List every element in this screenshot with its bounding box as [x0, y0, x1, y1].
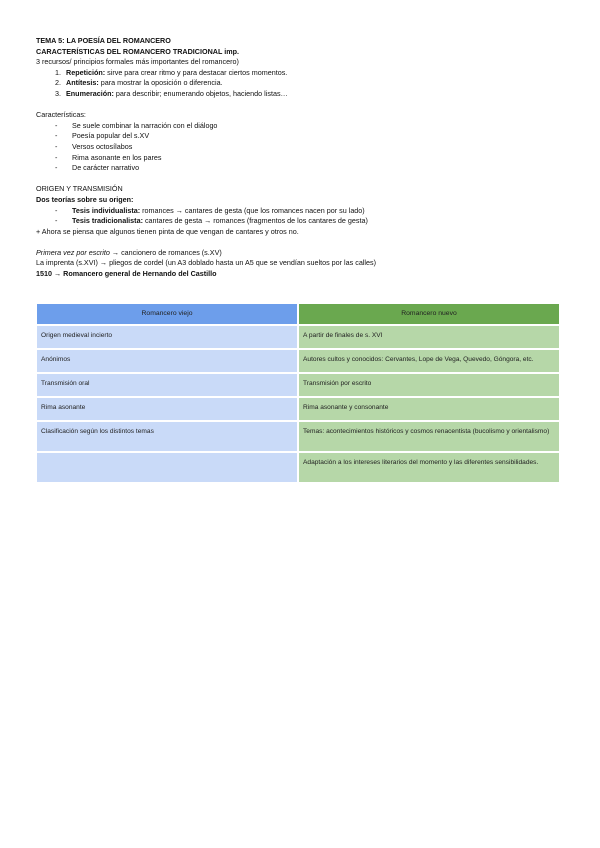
romancero-general-line: 1510 → Romancero general de Hernando del Castillo [36, 269, 217, 279]
notes-body [36, 36, 566, 280]
cell-text: Anónimos [41, 356, 71, 363]
cell-text: Origen medieval incierto [41, 332, 113, 339]
cell-text: Rima asonante y consonante [303, 404, 389, 411]
escrito-line [36, 248, 566, 259]
list-item: - Poesía popular del s.XV [55, 131, 150, 141]
recurso-term: Enumeración: [66, 88, 114, 98]
cell-text: Adaptación a los intereses literarios del momento y las diferentes sensibilidades. [303, 459, 539, 466]
recurso-text: para describir; enumerando objetos, haciendo listas… [113, 88, 288, 98]
cell-viejo [37, 326, 297, 348]
cell-text: Autores cultos y conocidos: Cervantes, Lope de Vega, Quevedo, Góngora, etc. [303, 356, 534, 363]
list-number: 1. [55, 67, 61, 77]
cell-text: Rima asonante [41, 404, 86, 411]
teoria-term: Tesis individualista: [72, 205, 141, 215]
teoria-text: cantares de gesta → romances (fragmentos de los cantares de gesta) [142, 216, 368, 226]
recursos-intro: 3 recursos/ principios formales más importantes del romancero) [36, 57, 239, 67]
cell-viejo [37, 422, 297, 451]
recurso-item [36, 68, 566, 79]
teoria-text: romances → cantares de gesta (que los romances nacen por su lado) [140, 205, 365, 215]
list-item: - Se suele combinar la narración con el diálogo [55, 120, 218, 130]
list-number: 2. [55, 78, 61, 88]
recursos-list [36, 68, 566, 100]
cell-viejo [37, 350, 297, 372]
list-number: 3. [55, 88, 61, 98]
list-item: - Versos octosílabos [55, 141, 133, 151]
recurso-term: Antítesis: [66, 78, 99, 88]
list-item-text: Se suele combinar la narración con el diálogo [72, 120, 218, 130]
origen-heading: ORIGEN Y TRANSMISIÓN [36, 184, 123, 194]
cell-text: Transmisión por escrito [303, 380, 372, 387]
recurso-text: sirve para crear ritmo y para destacar ciertos momentos. [105, 67, 288, 77]
table-row [37, 350, 559, 372]
table-row [37, 326, 559, 348]
caracteristicas-list [36, 121, 566, 174]
list-item: - Tesis tradicionalista: cantares de gesta → romances (fragmentos de los cantares de gesta) [55, 216, 368, 226]
list-item-text: De carácter narrativo [72, 163, 140, 173]
cell-text: Transmisión oral [41, 380, 90, 387]
imprenta-line: La imprenta (s.XVI) → pliegos de cordel (un A3 doblado hasta un A5 que se vendían sueltos por las calles) [36, 258, 377, 268]
cell-nuevo [299, 326, 559, 348]
table-header-row [37, 304, 559, 324]
teoria-term: Tesis tradicionalista: [72, 216, 143, 226]
teorias-heading: Dos teorías sobre su origen: [36, 194, 134, 204]
comparison-table [35, 302, 561, 484]
cell-nuevo [299, 350, 559, 372]
cell-text: A partir de finales de s. XVI [303, 332, 383, 339]
list-item: - De carácter narrativo [55, 163, 140, 173]
recurso-item [36, 89, 566, 100]
cell-text: Clasificación según los distintos temas [41, 428, 154, 435]
list-item-text: Rima asonante en los pares [72, 152, 162, 162]
recurso-text: para mostrar la oposición o diferencia. [98, 78, 223, 88]
recurso-term: Repetición: [66, 67, 106, 77]
list-item: - Tesis individualista: romances → cantares de gesta (que los romances nacen por su lado) [55, 205, 365, 215]
cell-viejo [37, 453, 297, 482]
cell-viejo [37, 374, 297, 396]
cell-text: Temas: acontecimientos históricos y cosmos renacentista (bucolismo y orientalismo) [303, 428, 550, 435]
header-romancero-nuevo: Romancero nuevo [299, 304, 559, 324]
teorias-list [36, 206, 566, 227]
list-item-text: Versos octosílabos [72, 141, 133, 151]
table-row [37, 398, 559, 420]
section-subtitle: CARACTERÍSTICAS DEL ROMANCERO TRADICIONAL imp. [36, 46, 239, 56]
note-line: + Ahora se piensa que algunos tienen pinta de que vengan de cantares y otros no. [36, 226, 299, 236]
page-title: TEMA 5: LA POESÍA DEL ROMANCERO [36, 36, 171, 45]
recurso-item [36, 78, 566, 89]
cell-nuevo [299, 398, 559, 420]
cell-viejo [37, 398, 297, 420]
header-romancero-viejo: Romancero viejo [37, 304, 297, 324]
table-row [37, 374, 559, 396]
list-item: - Rima asonante en los pares [55, 152, 162, 162]
list-item-text: Poesía popular del s.XV [72, 131, 150, 141]
cell-nuevo [299, 422, 559, 451]
escrito-rest: → cancionero de romances (s.XV) [109, 247, 222, 257]
table-row [37, 453, 559, 482]
cell-nuevo [299, 453, 559, 482]
cell-nuevo [299, 374, 559, 396]
escrito-italic: Primera vez por escrito [36, 247, 110, 257]
caracteristicas-heading: Características: [36, 110, 86, 120]
table-row [37, 422, 559, 451]
